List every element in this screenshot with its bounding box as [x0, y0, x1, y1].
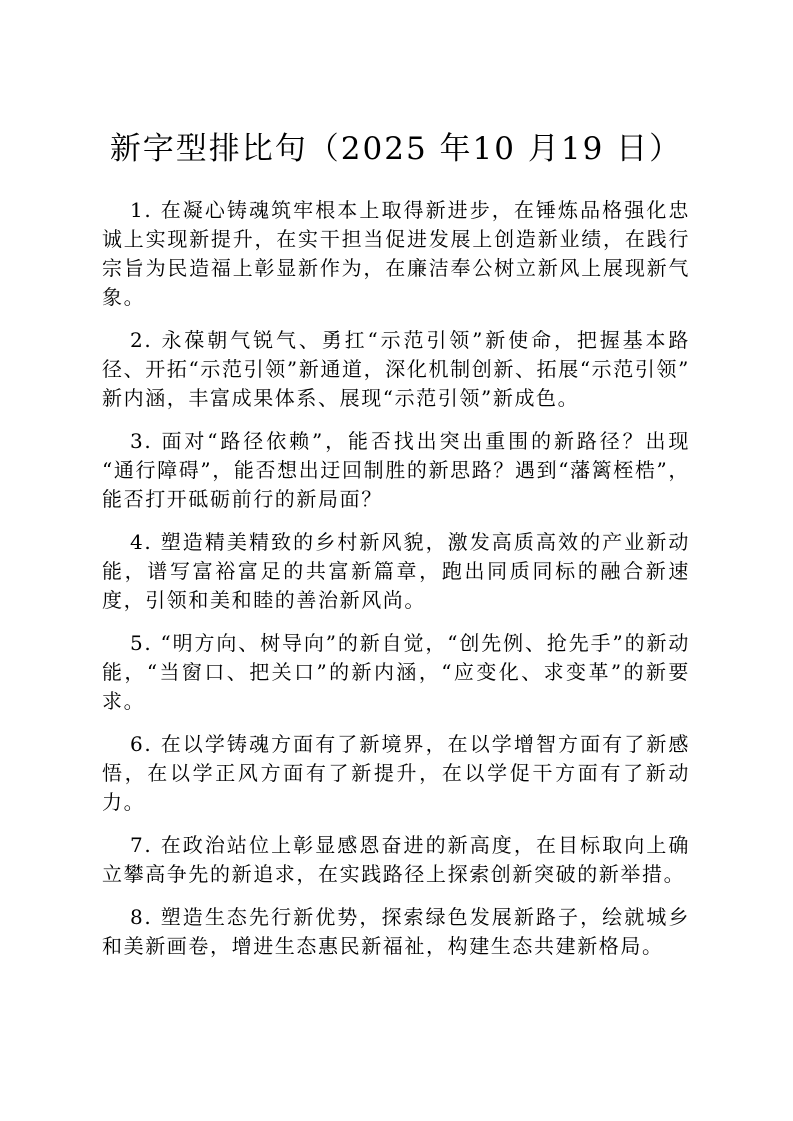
paragraph-2: 2. 永葆朝气锐气、勇扛“示范引领”新使命，把握基本路径、开拓“示范引领”新通道，深化机制创新、拓展“示范引领”新内涵，丰富成果体系、展现“示范引领”新成色。	[102, 328, 690, 410]
paragraph-4: 4. 塑造精美精致的乡村新风貌，激发高质高效的产业新动能，谱写富裕富足的共富新篇章，跑出同质同标的融合新速度，引领和美和睦的善治新风尚。	[102, 530, 690, 612]
paragraph-1: 1. 在凝心铸魂筑牢根本上取得新进步，在锤炼品格强化忠诚上实现新提升，在实干担当促进发展上创造新业绩，在践行宗旨为民造福上彰显新作为，在廉洁奉公树立新风上展现新气象。	[102, 198, 690, 309]
paragraph-5: 5. “明方向、树导向”的新自觉，“创先例、抢先手”的新动能，“当窗口、把关口”的新内涵，“应变化、求变革”的新要求。	[102, 631, 690, 713]
paragraph-6: 6. 在以学铸魂方面有了新境界，在以学增智方面有了新感悟，在以学正风方面有了新提升，在以学促干方面有了新动力。	[102, 732, 690, 814]
document-title: 新字型排比句（2025 年10 月19 日）	[109, 131, 683, 167]
paragraph-8: 8. 塑造生态先行新优势，探索绿色发展新路子，绘就城乡和美新画卷，增进生态惠民新福祉，构建生态共建新格局。	[102, 905, 690, 958]
paragraph-3: 3. 面对“路径依赖”，能否找出突出重围的新路径？出现“通行障碍”，能否想出迂回制胜的新思路？遇到“藩篱桎梏”，能否打开砥砺前行的新局面？	[102, 429, 690, 511]
paragraph-7: 7. 在政治站位上彰显感恩奋进的新高度，在目标取向上确立攀高争先的新追求，在实践路径上探索创新突破的新举措。	[102, 833, 690, 886]
document-body	[102, 196, 690, 961]
